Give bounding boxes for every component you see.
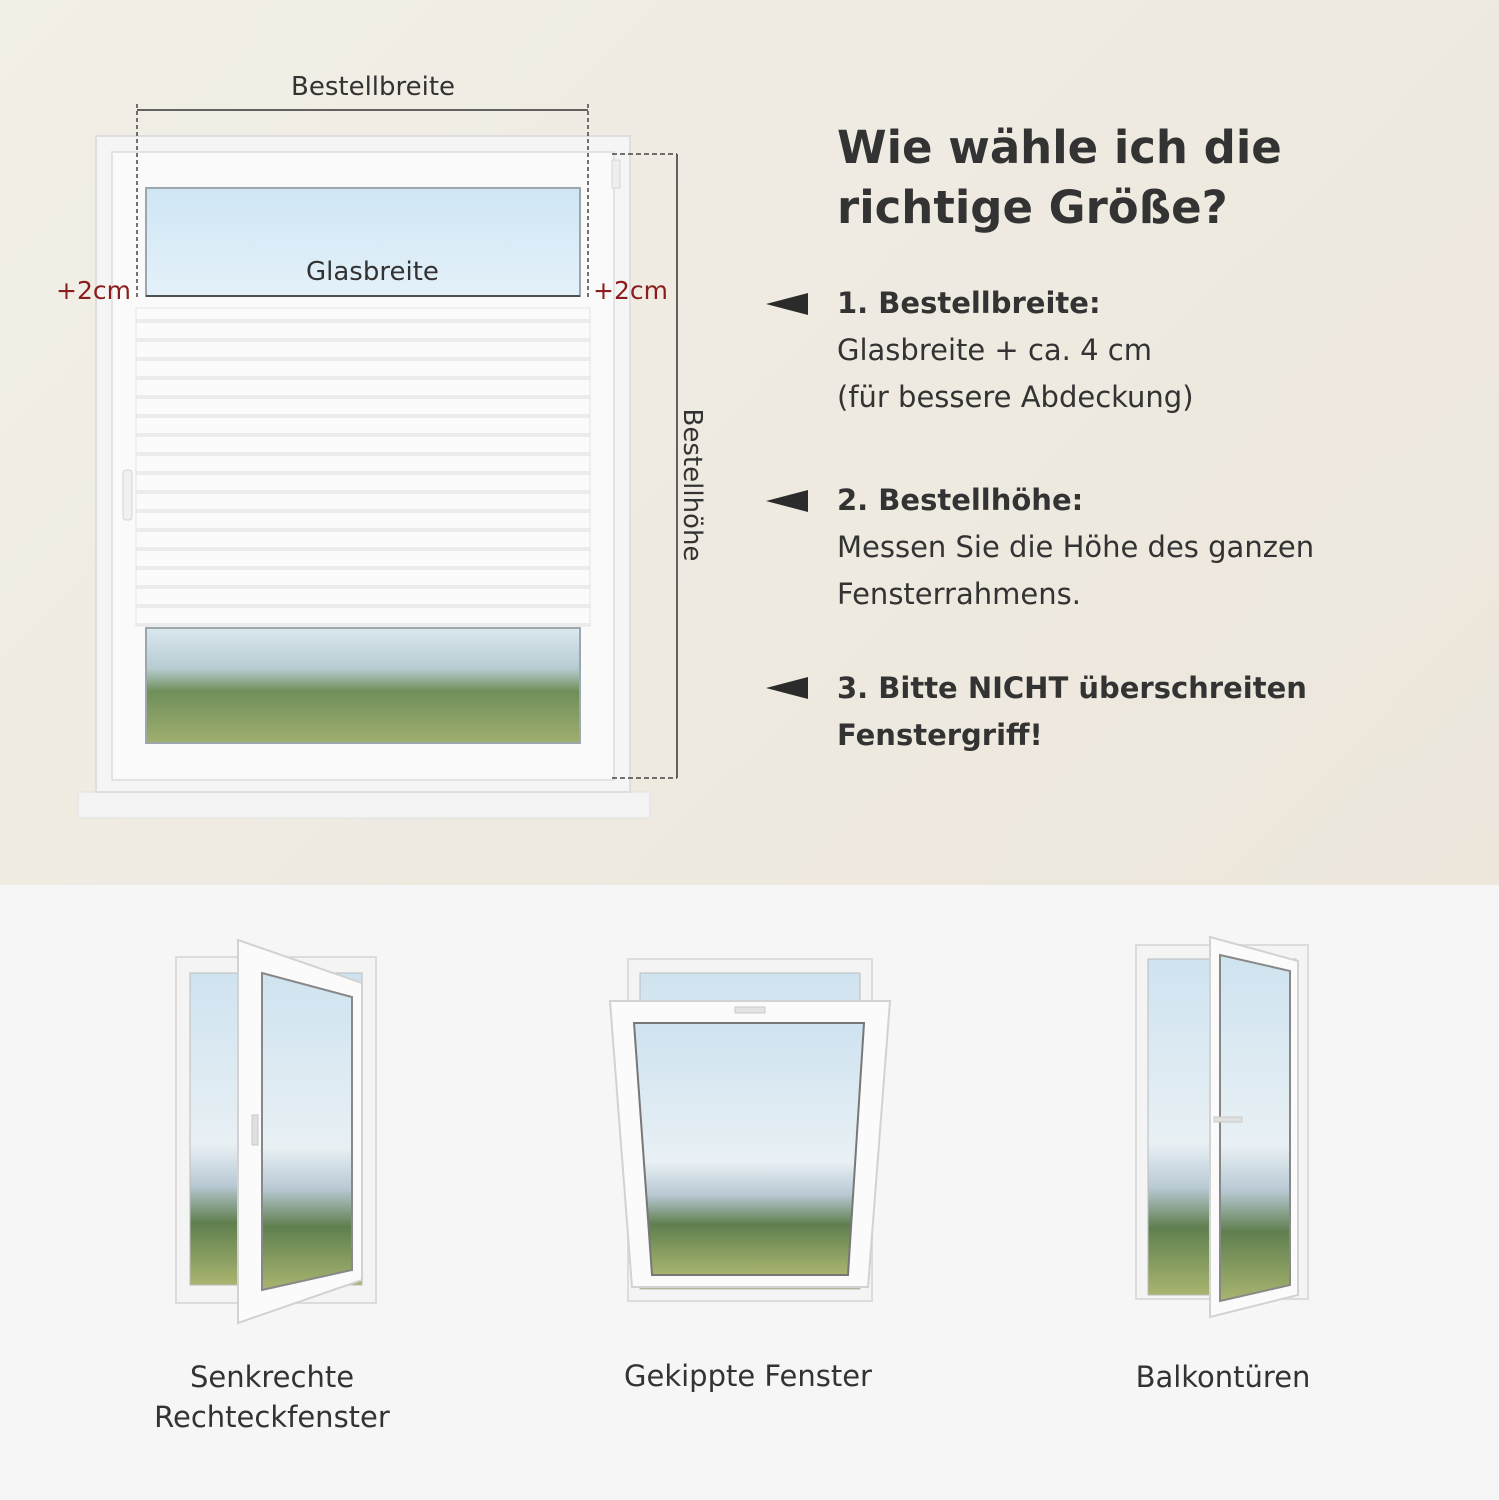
step-3-arrow-icon [766, 677, 808, 699]
caption-casement-line-1: Senkrechte [189, 1360, 355, 1394]
extra-left-label: +2cm [56, 276, 131, 305]
step-1-head: 1. Bestellbreite: [837, 286, 1101, 320]
step-3 [837, 665, 1457, 759]
step-2-line-1: Messen Sie die Höhe des ganzen [837, 530, 1315, 564]
order-width-label: Bestellbreite [291, 72, 456, 102]
order-height-label: Bestellhöhe [677, 408, 707, 562]
balcony-door-icon [1136, 937, 1308, 1317]
casement-window-icon [176, 940, 376, 1323]
caption-balcony [1073, 1357, 1373, 1397]
caption-casement [122, 1357, 422, 1437]
step-1-arrow-icon [766, 293, 808, 315]
step-2 [837, 477, 1457, 618]
step-1-line-1: Glasbreite + ca. 4 cm [837, 333, 1152, 367]
step-2-line-2: Fensterrahmens. [837, 577, 1081, 611]
caption-balcony-line-1: Balkontüren [1135, 1360, 1311, 1394]
glass-width-label: Glasbreite [306, 257, 439, 287]
step-3-head: 3. Bitte NICHT überschreiten [837, 671, 1307, 705]
caption-tilted-line-1: Gekippte Fenster [624, 1359, 872, 1393]
step-2-head: 2. Bestellhöhe: [837, 483, 1084, 517]
guide-title: Wie wähle ich die richtige Größe? [837, 121, 1282, 234]
step-1-line-2: (für bessere Abdeckung) [837, 380, 1194, 414]
extra-right-label: +2cm [593, 276, 668, 305]
step-1 [837, 280, 1457, 421]
step-2-arrow-icon [766, 490, 808, 512]
caption-tilted [598, 1356, 898, 1396]
step-3-line-1: Fenstergriff! [837, 718, 1043, 752]
caption-casement-line-2: Rechteckfenster [154, 1400, 390, 1434]
tilted-window-icon [610, 959, 890, 1301]
